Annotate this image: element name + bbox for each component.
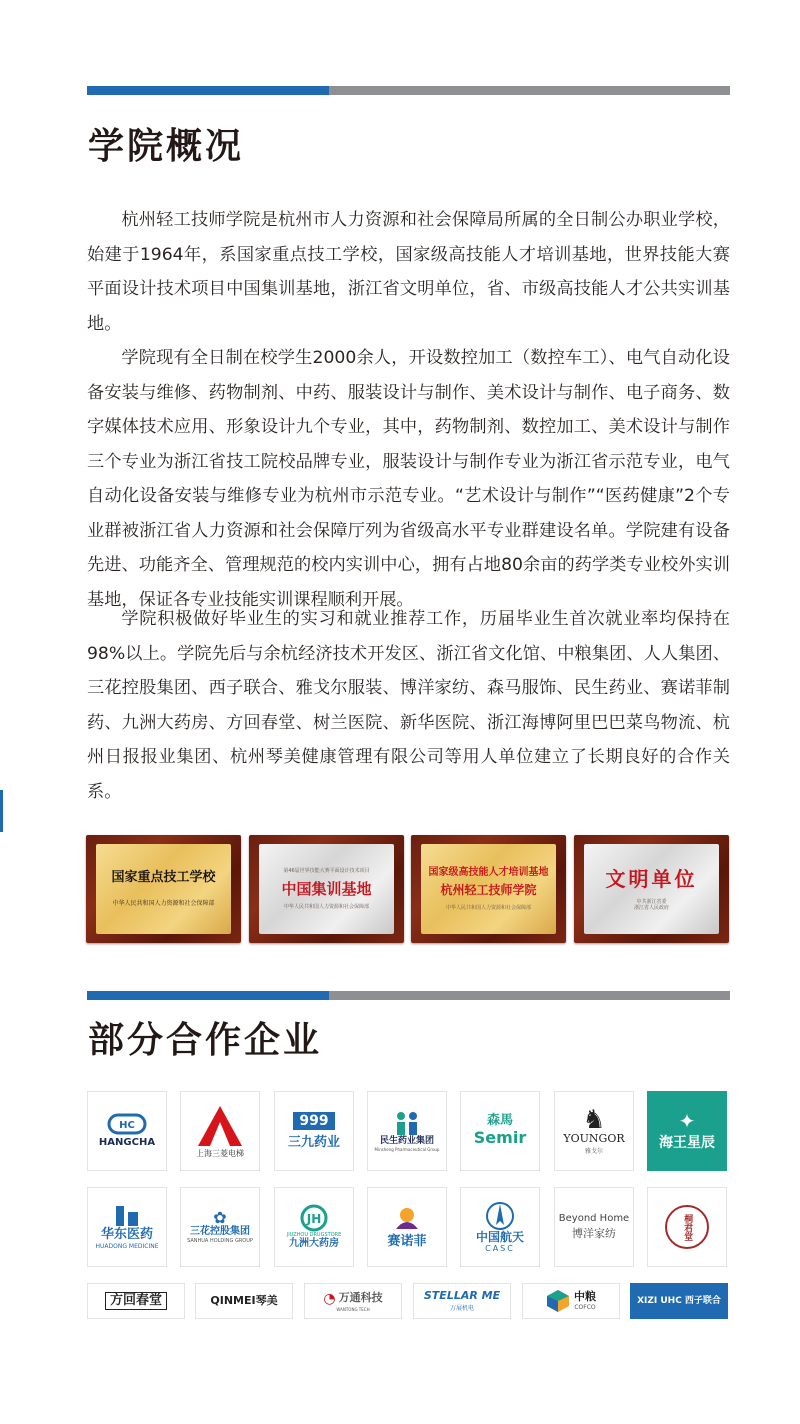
logo-xizi-uhc [630, 1283, 728, 1319]
rule-blue [87, 991, 329, 1000]
plaque-tiny: 浙江省人民政府 [633, 905, 669, 911]
logo-youngor [554, 1091, 634, 1171]
logo-label: 民生药业集团 [379, 1136, 434, 1147]
logo-sub: CASC [485, 1244, 515, 1254]
overview-paragraph-3: 学院积极做好毕业生的实习和就业推荐工作，历届毕业生首次就业率均保持在98%以上。学院先后与余杭经济技术开发区、浙江省文化馆、中粮集团、人人集团、三花控股集团、西子联合、雅戈尔服装、博洋家纺、森马服饰、民生药业、赛诺菲制药、九洲大药房、方回春堂、树兰医院、新华医院、浙江海博阿里巴巴菜鸟物流、杭州日报报业集团、杭州琴美健康管理有限公司等用人单位建立了长期良好的合作关系。 [87, 609, 730, 802]
logo-999-badge: 999 [293, 1112, 334, 1130]
jiuzhou-icon [300, 1204, 328, 1232]
logo-label: 万通科技 [338, 1291, 383, 1305]
plaque-sub: 第46届世界技能大赛平面设计技术项目 [283, 867, 370, 874]
wantong-icon: ◔ [323, 1290, 336, 1307]
logo-label: 桐君堂 [682, 1213, 693, 1241]
rule-gray [329, 991, 730, 1000]
logo-huadong [87, 1187, 167, 1267]
logo-tongjuntang [647, 1187, 727, 1267]
logo-cofco [522, 1283, 620, 1319]
logo-sub: Minsheng Pharmaceutical Group [374, 1146, 440, 1152]
rule-gray [329, 86, 730, 95]
seal-icon [665, 1205, 709, 1249]
section-title-partners: 部分合作企业 [88, 1020, 323, 1061]
logo-label: YOUNGOR [563, 1132, 625, 1146]
logo-label: Beyond Home [558, 1213, 630, 1225]
logo-label: 九洲大药房 [289, 1238, 339, 1250]
logo-sub: JIUZHOU DRUGSTORE [286, 1232, 342, 1239]
logo-sub: COFCO [574, 1303, 596, 1311]
overview-paragraph-1: 杭州轻工技师学院是杭州市人力资源和社会保障局所属的全日制公办职业学校，始建于1964年，系国家重点技工学校，国家级高技能人才培训基地，世界技能大赛平面设计技术项目中国集训基地，浙江省文明单位，省、市级高技能人才公共实训基地。 [87, 210, 730, 334]
logo-sub: Semir [473, 1128, 527, 1148]
logo-jiuzhou [274, 1187, 354, 1267]
plaque-sub: 杭州轻工技师学院 [440, 882, 537, 897]
logo-sanofi [367, 1187, 447, 1267]
logo-label: 中粮 [574, 1290, 596, 1304]
logo-semir [460, 1091, 540, 1171]
logo-label: STELLAR ME [423, 1289, 501, 1303]
logo-label: 上海三菱电梯 [196, 1148, 244, 1158]
cofco-icon [546, 1289, 570, 1313]
logo-label: 华东医药 [100, 1227, 153, 1243]
logo-label: 中国航天 [475, 1229, 524, 1244]
logo-label: 海王星辰 [659, 1134, 715, 1151]
logo-sub: SANHUA HOLDING GROUP [187, 1237, 253, 1244]
logo-qinmei [195, 1283, 293, 1319]
logo-stellar-me [413, 1283, 511, 1319]
plaque-sub: 中共浙江省委 [636, 898, 667, 905]
rule-blue [87, 86, 329, 95]
logo-label: QINMEI琴美 [210, 1293, 278, 1307]
logo-sub: 万展机电 [449, 1304, 474, 1312]
plaque-sub: 中华人民共和国人力资源和社会保障部 [112, 899, 215, 907]
plaque-training-base [249, 835, 404, 943]
people-icon [392, 1110, 422, 1136]
triangle-logo-icon [194, 1104, 246, 1148]
logo-label: 森馬 [486, 1113, 513, 1129]
section-rule-partners [87, 991, 730, 1000]
plaque-title: 国家重点技工学校 [111, 870, 216, 886]
logo-sub: 博洋家纺 [572, 1226, 616, 1240]
logo-sub: HUADONG MEDICINE [95, 1242, 159, 1250]
logo-sub: 雅戈尔 [584, 1147, 603, 1155]
logo-beyond-home [554, 1187, 634, 1267]
plaque-civilized-unit [574, 835, 729, 943]
sanofi-icon [392, 1205, 422, 1235]
side-accent-mark [0, 790, 3, 832]
plaque-key-school [86, 835, 241, 943]
logo-haiwang-xingchen [647, 1091, 727, 1171]
logo-label: 方回春堂 [105, 1292, 167, 1311]
flower-icon: ✿ [213, 1208, 227, 1228]
overview-paragraph-2: 学院现有全日制在校学生2000余人，开设数控加工（数控车工）、电气自动化设备安装与维修、药物制剂、中药、服装设计与制作、美术设计与制作、电子商务、数字媒体技术应用、形象设计九个专业，其中，药物制剂、数控加工、美术设计与制作三个专业为浙江省技工院校品牌专业，服装设计与制作专业为浙江省示范专业，电气自动化设备安装与维修专业为杭州市示范专业。“艺术设计与制作”“医药健康”2个专业群被浙江省人力资源和社会保障厅列为省级高水平专业群建设名单。学院建有设备先进、功能齐全、管理规范的校内实训中心，拥有占地80余亩的药学类专业校外实训基地，保证各专业技能实训课程顺利开展。 [87, 348, 730, 610]
logo-label: 三九药业 [287, 1134, 340, 1150]
logo-sanhua [180, 1187, 260, 1267]
svg-text:JH: JH [306, 1212, 322, 1227]
logo-mitsubishi-elevator [180, 1091, 260, 1171]
logo-casc [460, 1187, 540, 1267]
plaque-title: 文明单位 [605, 866, 698, 891]
horse-icon: ♞ [582, 1105, 606, 1136]
huadong-icon [114, 1204, 140, 1228]
logo-999 [274, 1091, 354, 1171]
logo-fanghuichuntang [87, 1283, 185, 1319]
plaque-title: 国家级高技能人才培训基地 [428, 866, 549, 878]
logo-minsheng [367, 1091, 447, 1171]
section-title-overview: 学院概况 [88, 126, 245, 167]
logo-label: 赛诺菲 [387, 1233, 427, 1249]
logo-hangcha [87, 1091, 167, 1171]
logo-sub: WANTONG TECH [336, 1306, 370, 1312]
svg-text:HC: HC [119, 1120, 135, 1132]
plaque-tiny: 中华人民共和国人力资源和社会保障部 [445, 904, 531, 911]
plaque-title: 中国集训基地 [281, 880, 372, 898]
logo-label: HANGCHA [98, 1137, 156, 1149]
plaque-tiny: 中华人民共和国人力资源和社会保障部 [283, 904, 369, 910]
hangcha-icon [107, 1113, 147, 1135]
logo-label: XIZI UHC 西子联合 [637, 1295, 721, 1306]
casc-icon [484, 1201, 516, 1231]
plaque-high-skill-base [411, 835, 566, 943]
logo-label: 三花控股集团 [190, 1226, 250, 1238]
honor-plaques [86, 835, 731, 945]
star-icon: ✦ [678, 1108, 696, 1133]
section-rule-top [87, 86, 730, 95]
logo-wantong [304, 1283, 402, 1319]
